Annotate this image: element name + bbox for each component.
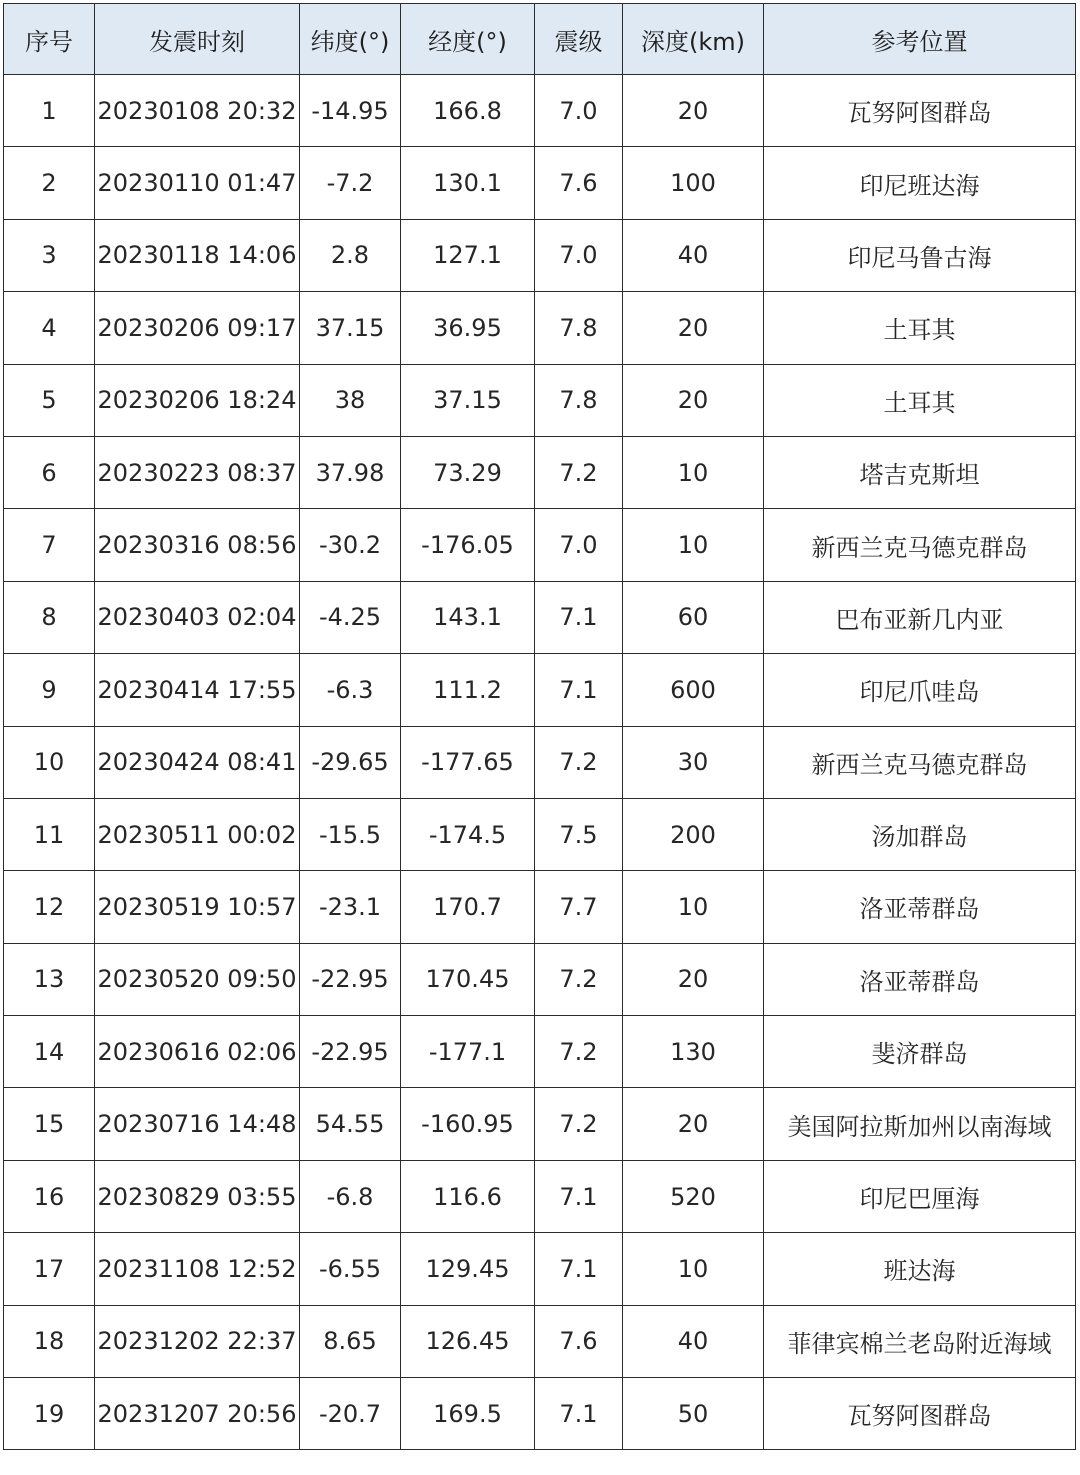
- table-row: [4, 581, 1076, 653]
- cell-longitude: 73.29: [401, 436, 535, 508]
- cell-location: 印尼班达海: [764, 147, 1076, 219]
- cell-depth: 40: [623, 219, 764, 291]
- cell-index: 18: [4, 1305, 95, 1377]
- cell-latitude: -20.7: [300, 1378, 401, 1450]
- cell-time: 20230108 20:32: [95, 75, 300, 147]
- cell-location: 洛亚蒂群岛: [764, 871, 1076, 943]
- cell-latitude: -6.55: [300, 1233, 401, 1305]
- cell-index: 4: [4, 292, 95, 364]
- cell-location: 美国阿拉斯加州以南海域: [764, 1088, 1076, 1160]
- header-index: 序号: [4, 4, 95, 75]
- header-depth: 深度(km): [623, 4, 764, 75]
- table-row: [4, 654, 1076, 726]
- cell-location: 印尼爪哇岛: [764, 654, 1076, 726]
- cell-time: 20231207 20:56: [95, 1378, 300, 1450]
- table-row: [4, 943, 1076, 1015]
- table-row: [4, 1016, 1076, 1088]
- cell-latitude: -30.2: [300, 509, 401, 581]
- cell-depth: 10: [623, 509, 764, 581]
- cell-time: 20230520 09:50: [95, 943, 300, 1015]
- cell-depth: 100: [623, 147, 764, 219]
- cell-latitude: 38: [300, 364, 401, 436]
- cell-longitude: -174.5: [401, 798, 535, 870]
- header-location: 参考位置: [764, 4, 1076, 75]
- cell-index: 1: [4, 75, 95, 147]
- table-row: [4, 364, 1076, 436]
- cell-index: 5: [4, 364, 95, 436]
- cell-longitude: 116.6: [401, 1160, 535, 1232]
- cell-time: 20230829 03:55: [95, 1160, 300, 1232]
- cell-latitude: -23.1: [300, 871, 401, 943]
- header-latitude: 纬度(°): [300, 4, 401, 75]
- earthquake-table-container: [3, 3, 1076, 1450]
- cell-longitude: 126.45: [401, 1305, 535, 1377]
- cell-latitude: -15.5: [300, 798, 401, 870]
- cell-magnitude: 7.1: [535, 581, 623, 653]
- cell-magnitude: 7.5: [535, 798, 623, 870]
- table-row: [4, 1378, 1076, 1450]
- cell-longitude: 170.7: [401, 871, 535, 943]
- cell-latitude: 37.15: [300, 292, 401, 364]
- cell-location: 印尼巴厘海: [764, 1160, 1076, 1232]
- cell-magnitude: 7.2: [535, 943, 623, 1015]
- cell-longitude: 130.1: [401, 147, 535, 219]
- cell-index: 6: [4, 436, 95, 508]
- cell-magnitude: 7.2: [535, 726, 623, 798]
- cell-index: 11: [4, 798, 95, 870]
- cell-index: 19: [4, 1378, 95, 1450]
- cell-depth: 130: [623, 1016, 764, 1088]
- cell-time: 20230403 02:04: [95, 581, 300, 653]
- cell-location: 瓦努阿图群岛: [764, 1378, 1076, 1450]
- cell-magnitude: 7.1: [535, 1233, 623, 1305]
- cell-location: 土耳其: [764, 364, 1076, 436]
- earthquake-table: [3, 3, 1076, 1450]
- header-row: [4, 4, 1076, 75]
- cell-time: 20230519 10:57: [95, 871, 300, 943]
- cell-depth: 200: [623, 798, 764, 870]
- cell-index: 10: [4, 726, 95, 798]
- table-row: [4, 147, 1076, 219]
- cell-latitude: -29.65: [300, 726, 401, 798]
- cell-depth: 20: [623, 75, 764, 147]
- cell-location: 汤加群岛: [764, 798, 1076, 870]
- cell-depth: 520: [623, 1160, 764, 1232]
- cell-depth: 60: [623, 581, 764, 653]
- table-row: [4, 726, 1076, 798]
- table-row: [4, 219, 1076, 291]
- cell-magnitude: 7.1: [535, 654, 623, 726]
- cell-index: 14: [4, 1016, 95, 1088]
- cell-longitude: 166.8: [401, 75, 535, 147]
- table-row: [4, 871, 1076, 943]
- cell-depth: 10: [623, 1233, 764, 1305]
- cell-time: 20230414 17:55: [95, 654, 300, 726]
- cell-time: 20231202 22:37: [95, 1305, 300, 1377]
- cell-longitude: 37.15: [401, 364, 535, 436]
- cell-depth: 20: [623, 292, 764, 364]
- table-row: [4, 1160, 1076, 1232]
- cell-location: 斐济群岛: [764, 1016, 1076, 1088]
- cell-latitude: -22.95: [300, 943, 401, 1015]
- cell-time: 20230110 01:47: [95, 147, 300, 219]
- cell-location: 新西兰克马德克群岛: [764, 509, 1076, 581]
- cell-latitude: -6.8: [300, 1160, 401, 1232]
- cell-index: 17: [4, 1233, 95, 1305]
- table-row: [4, 509, 1076, 581]
- cell-latitude: -4.25: [300, 581, 401, 653]
- cell-time: 20230118 14:06: [95, 219, 300, 291]
- cell-magnitude: 7.0: [535, 75, 623, 147]
- header-magnitude: 震级: [535, 4, 623, 75]
- cell-longitude: 143.1: [401, 581, 535, 653]
- cell-longitude: 36.95: [401, 292, 535, 364]
- table-row: [4, 1088, 1076, 1160]
- cell-time: 20230424 08:41: [95, 726, 300, 798]
- cell-longitude: -177.1: [401, 1016, 535, 1088]
- cell-latitude: -6.3: [300, 654, 401, 726]
- cell-index: 2: [4, 147, 95, 219]
- table-row: [4, 1305, 1076, 1377]
- cell-index: 7: [4, 509, 95, 581]
- cell-index: 15: [4, 1088, 95, 1160]
- table-header: [4, 4, 1076, 75]
- cell-index: 9: [4, 654, 95, 726]
- cell-longitude: -176.05: [401, 509, 535, 581]
- cell-longitude: -160.95: [401, 1088, 535, 1160]
- cell-magnitude: 7.2: [535, 436, 623, 508]
- cell-magnitude: 7.0: [535, 219, 623, 291]
- cell-location: 菲律宾棉兰老岛附近海域: [764, 1305, 1076, 1377]
- header-time: 发震时刻: [95, 4, 300, 75]
- cell-magnitude: 7.6: [535, 1305, 623, 1377]
- cell-time: 20230206 18:24: [95, 364, 300, 436]
- cell-time: 20231108 12:52: [95, 1233, 300, 1305]
- table-row: [4, 1233, 1076, 1305]
- cell-location: 洛亚蒂群岛: [764, 943, 1076, 1015]
- cell-longitude: 111.2: [401, 654, 535, 726]
- cell-time: 20230316 08:56: [95, 509, 300, 581]
- cell-magnitude: 7.7: [535, 871, 623, 943]
- cell-magnitude: 7.8: [535, 292, 623, 364]
- cell-index: 3: [4, 219, 95, 291]
- cell-index: 13: [4, 943, 95, 1015]
- cell-time: 20230511 00:02: [95, 798, 300, 870]
- cell-location: 印尼马鲁古海: [764, 219, 1076, 291]
- cell-magnitude: 7.2: [535, 1016, 623, 1088]
- cell-longitude: 169.5: [401, 1378, 535, 1450]
- cell-latitude: 2.8: [300, 219, 401, 291]
- cell-depth: 10: [623, 871, 764, 943]
- header-longitude: 经度(°): [401, 4, 535, 75]
- cell-magnitude: 7.1: [535, 1378, 623, 1450]
- cell-latitude: 37.98: [300, 436, 401, 508]
- cell-magnitude: 7.1: [535, 1160, 623, 1232]
- cell-depth: 20: [623, 1088, 764, 1160]
- cell-time: 20230616 02:06: [95, 1016, 300, 1088]
- cell-magnitude: 7.2: [535, 1088, 623, 1160]
- table-row: [4, 292, 1076, 364]
- cell-magnitude: 7.8: [535, 364, 623, 436]
- cell-location: 土耳其: [764, 292, 1076, 364]
- cell-longitude: 129.45: [401, 1233, 535, 1305]
- cell-latitude: -22.95: [300, 1016, 401, 1088]
- cell-latitude: -14.95: [300, 75, 401, 147]
- table-row: [4, 798, 1076, 870]
- cell-index: 16: [4, 1160, 95, 1232]
- cell-depth: 30: [623, 726, 764, 798]
- cell-magnitude: 7.0: [535, 509, 623, 581]
- cell-depth: 20: [623, 943, 764, 1015]
- cell-depth: 50: [623, 1378, 764, 1450]
- cell-index: 12: [4, 871, 95, 943]
- table-body: [4, 75, 1076, 1450]
- table-row: [4, 436, 1076, 508]
- cell-latitude: 54.55: [300, 1088, 401, 1160]
- cell-depth: 10: [623, 436, 764, 508]
- cell-location: 塔吉克斯坦: [764, 436, 1076, 508]
- cell-latitude: -7.2: [300, 147, 401, 219]
- cell-longitude: 127.1: [401, 219, 535, 291]
- cell-location: 新西兰克马德克群岛: [764, 726, 1076, 798]
- cell-location: 瓦努阿图群岛: [764, 75, 1076, 147]
- cell-depth: 600: [623, 654, 764, 726]
- cell-longitude: 170.45: [401, 943, 535, 1015]
- cell-magnitude: 7.6: [535, 147, 623, 219]
- cell-depth: 40: [623, 1305, 764, 1377]
- cell-time: 20230206 09:17: [95, 292, 300, 364]
- cell-latitude: 8.65: [300, 1305, 401, 1377]
- cell-time: 20230223 08:37: [95, 436, 300, 508]
- cell-depth: 20: [623, 364, 764, 436]
- cell-location: 班达海: [764, 1233, 1076, 1305]
- cell-time: 20230716 14:48: [95, 1088, 300, 1160]
- cell-longitude: -177.65: [401, 726, 535, 798]
- table-row: [4, 75, 1076, 147]
- cell-location: 巴布亚新几内亚: [764, 581, 1076, 653]
- cell-index: 8: [4, 581, 95, 653]
